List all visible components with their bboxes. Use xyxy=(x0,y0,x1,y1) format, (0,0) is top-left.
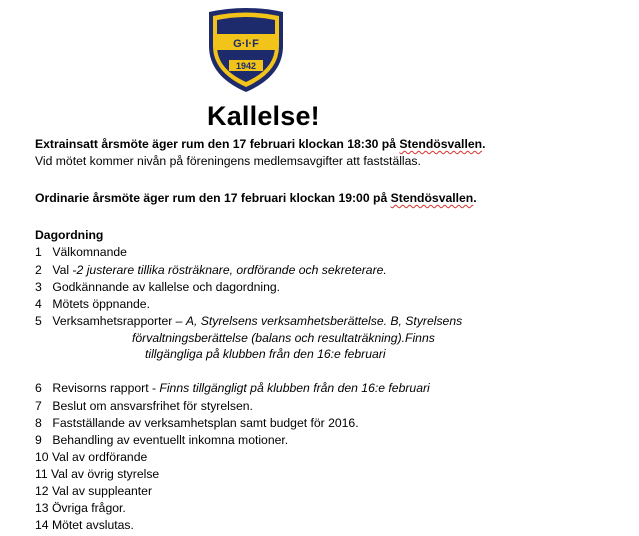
agenda-item: 1 Välkomnande xyxy=(35,245,127,259)
agenda-item: 2 Val -2 justerare tillika rösträknare, ordförande och sekreterare. xyxy=(35,263,387,277)
ordinary-meeting-place: Stendösvallen xyxy=(390,191,474,205)
agenda-item: 6 Revisorns rapport - Finns tillgängligt på klubben från den 16:e februari xyxy=(35,381,430,395)
agenda-item: 8 Fastställande av verksamhetsplan samt budget för 2016. xyxy=(35,416,359,430)
agenda-item: 12 Val av suppleanter xyxy=(35,484,152,498)
agenda-item: 11 Val av övrig styrelse xyxy=(35,467,160,481)
agenda-item: 3 Godkännande av kallelse och dagordning. xyxy=(35,280,281,294)
extra-meeting-note: Vid mötet kommer nivån på föreningens medlemsavgifter att fastställas. xyxy=(35,154,421,168)
agenda-item-5-continuation: förvaltningsberättelse (balans och resultaträkning).Finns xyxy=(132,331,435,345)
agenda-item: 9 Behandling av eventuellt inkomna motioner. xyxy=(35,433,289,447)
extra-meeting-place: Stendösvallen xyxy=(399,137,483,151)
agenda-item-5-continuation: tillgängliga på klubben från den 16:e februari xyxy=(145,347,386,361)
crest-year: 1942 xyxy=(235,61,257,71)
agenda-item: 4 Mötets öppnande. xyxy=(35,297,150,311)
club-crest-logo xyxy=(207,8,285,94)
agenda-item: 10 Val av ordförande xyxy=(35,450,148,464)
extra-meeting-line: Extrainsatt årsmöte äger rum den 17 februari klockan 18:30 på Stendösvallen. xyxy=(35,137,486,151)
agenda-item: 7 Beslut om ansvarsfrihet för styrelsen. xyxy=(35,399,253,413)
agenda-item: 14 Mötet avslutas. xyxy=(35,518,134,532)
crest-letters: G·I·F xyxy=(233,38,259,50)
page-title: Kallelse! xyxy=(207,101,320,131)
agenda-item: 13 Övriga frågor. xyxy=(35,501,126,515)
agenda-heading: Dagordning xyxy=(35,228,104,242)
agenda-item: 5 Verksamhetsrapporter – A, Styrelsens verksamhetsberättelse. B, Styrelsens xyxy=(35,314,463,328)
ordinary-meeting-line: Ordinarie årsmöte äger rum den 17 februari klockan 19:00 på Stendösvallen. xyxy=(35,191,477,205)
